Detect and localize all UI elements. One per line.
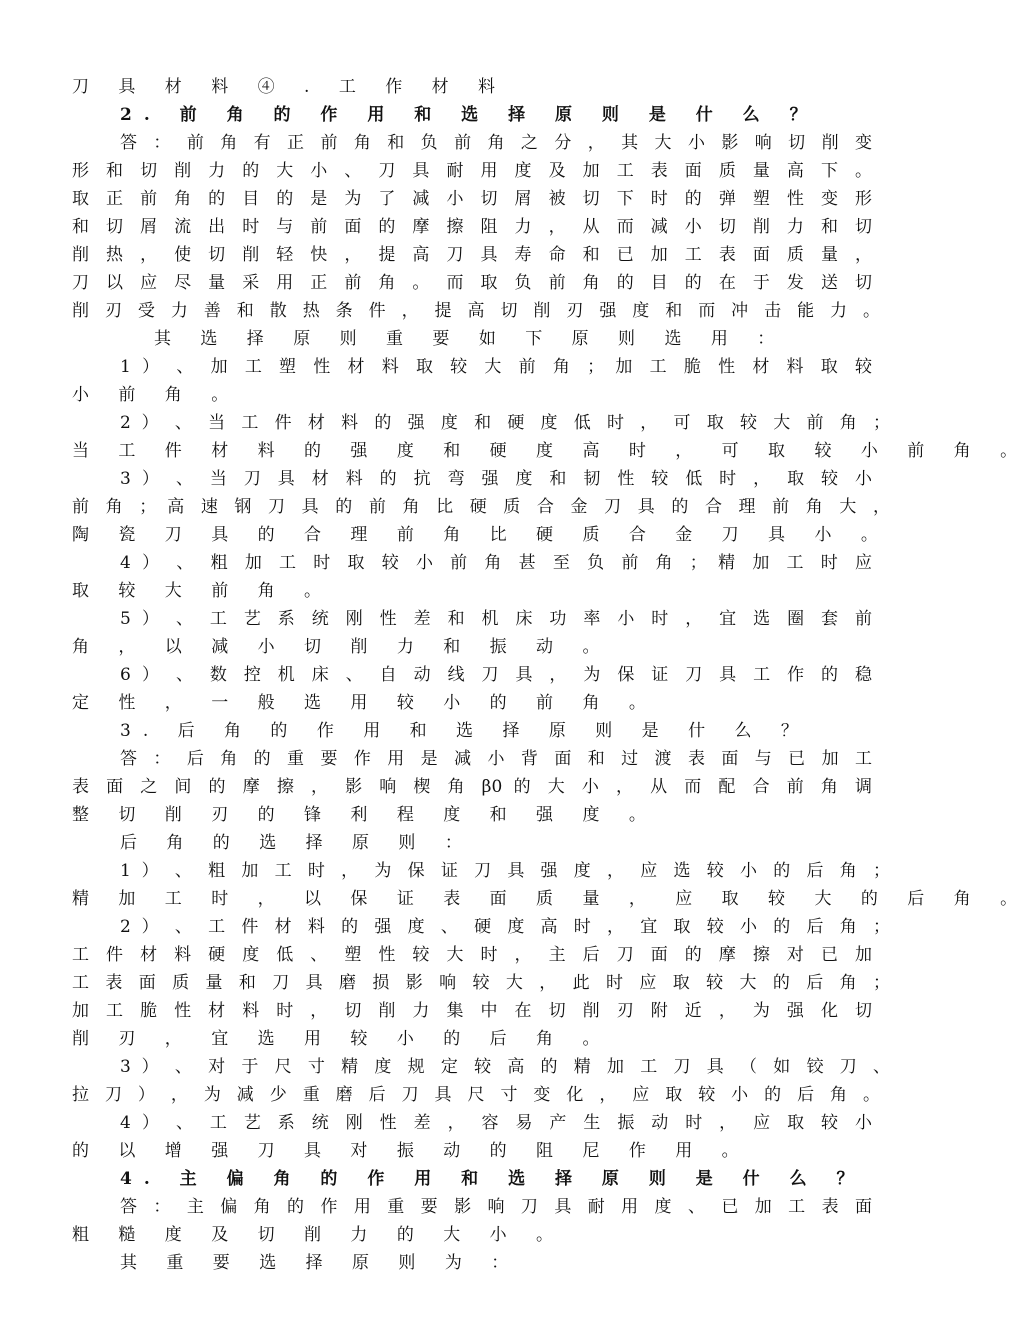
text-line: 取 较 大 前 角 。 (72, 581, 334, 601)
text-line: 刀 具 材 料 ④ . 工 作 材 料 (72, 77, 508, 97)
text-line: 和 切 屑 流 出 时 与 前 面 的 摩 擦 阻 力 ， 从 而 减 小 切 削 力 和 切 (72, 217, 872, 237)
text-line: 削 热 ， 使 切 削 轻 快 ， 提 高 刀 具 寿 命 和 已 加 工 表 面 质 量 ， (72, 245, 872, 265)
text-line: 2 ） 、 工 件 材 料 的 强 度 、 硬 度 高 时 ， 宜 取 较 小 的 后 角 ； (120, 917, 890, 937)
text-line: 5 ） 、 工 艺 系 统 刚 性 差 和 机 床 功 率 小 时 ， 宜 选 圈 套 前 (120, 609, 872, 629)
text-line: 答 ： 前 角 有 正 前 角 和 负 前 角 之 分 ， 其 大 小 影 响 切 削 变 (120, 133, 872, 153)
text-line: 小 前 角 。 (72, 385, 241, 405)
text-line: 4 ） 、 工 艺 系 统 刚 性 差 ， 容 易 产 生 振 动 时 ， 应 取 较 小 (120, 1113, 872, 1133)
text-line: 工 表 面 质 量 和 刀 具 磨 损 影 响 较 大 ， 此 时 应 取 较 大 的 后 角 ； (72, 973, 890, 993)
text-line: 后 角 的 选 择 原 则 ： (120, 833, 474, 853)
text-line: 1 ） 、 粗 加 工 时 ， 为 保 证 刀 具 强 度 ， 应 选 较 小 的 后 角 ； (120, 861, 890, 881)
text-line: 其 选 择 原 则 重 要 如 下 原 则 选 用 ： (154, 329, 787, 349)
section-heading: 4. 主 偏 角 的 作 用 和 选 择 原 则 是 什 么 ？ (120, 1169, 866, 1189)
text-line: 答 ： 后 角 的 重 要 作 用 是 减 小 背 面 和 过 渡 表 面 与 已 加 工 (120, 749, 872, 769)
text-line: 拉 刀 ） ， 为 减 少 重 磨 后 刀 具 尺 寸 变 化 ， 应 取 较 小 的 后 角 。 (72, 1085, 880, 1105)
text-line: 加 工 脆 性 材 料 时 ， 切 削 力 集 中 在 切 削 刃 附 近 ， 为 强 化 切 (72, 1001, 872, 1021)
text-line: 定 性 ， 一 般 选 用 较 小 的 前 角 。 (72, 693, 658, 713)
text-line: 1 ） 、 加 工 塑 性 材 料 取 较 大 前 角 ； 加 工 脆 性 材 料 取 较 (120, 357, 872, 377)
text-line: 工 件 材 料 硬 度 低 、 塑 性 较 大 时 ， 主 后 刀 面 的 摩 擦 对 已 加 (72, 945, 872, 965)
text-line: 当 工 件 材 料 的 强 度 和 硬 度 高 时 ， 可 取 较 小 前 角 。 (72, 441, 1029, 461)
text-line: 3 ） 、 对 于 尺 寸 精 度 规 定 较 高 的 精 加 工 刀 具 （ 如 铰 刀 、 (120, 1057, 890, 1077)
text-line: 4 ） 、 粗 加 工 时 取 较 小 前 角 甚 至 负 前 角 ； 精 加 工 时 应 (120, 553, 872, 573)
text-line: 其 重 要 选 择 原 则 为 ： (120, 1253, 521, 1273)
text-line: 整 切 削 刃 的 锋 利 程 度 和 强 度 。 (72, 805, 658, 825)
text-line: 取 正 前 角 的 目 的 是 为 了 减 小 切 屑 被 切 下 时 的 弹 塑 性 变 形 (72, 189, 872, 209)
text-line: 3 ） 、 当 刀 具 材 料 的 抗 弯 强 度 和 韧 性 较 低 时 ， 取 较 小 (120, 469, 872, 489)
text-line: 6 ） 、 数 控 机 床 、 自 动 线 刀 具 ， 为 保 证 刀 具 工 作 的 稳 (120, 665, 872, 685)
text-line: 精 加 工 时 ， 以 保 证 表 面 质 量 ， 应 取 较 大 的 后 角 。 (72, 889, 1029, 909)
text-line: 答 ： 主 偏 角 的 作 用 重 要 影 响 刀 具 耐 用 度 、 已 加 工 表 面 (120, 1197, 872, 1217)
section-heading: 3. 后 角 的 作 用 和 选 择 原 则 是 什 么 ？ (120, 721, 810, 741)
section-heading: 2. 前 角 的 作 用 和 选 择 原 则 是 什 么 ？ (120, 105, 819, 125)
text-line: 粗 糙 度 及 切 削 力 的 大 小 。 (72, 1225, 566, 1245)
text-line: 表 面 之 间 的 摩 擦 ， 影 响 楔 角 β0 的 大 小 ， 从 而 配 合 前 角 调 (72, 777, 872, 797)
text-line: 的 以 增 强 刀 具 对 振 动 的 阻 尼 作 用 。 (72, 1141, 751, 1161)
text-line: 2 ） 、 当 工 件 材 料 的 强 度 和 硬 度 低 时 ， 可 取 较 大 前 角 ； (120, 413, 890, 433)
text-line: 陶 瓷 刀 具 的 合 理 前 角 比 硬 质 合 金 刀 具 小 。 (72, 525, 890, 545)
text-line: 削 刃 ， 宜 选 用 较 小 的 后 角 。 (72, 1029, 612, 1049)
text-line: 前 角 ； 高 速 钢 刀 具 的 前 角 比 硬 质 合 金 刀 具 的 合 理 前 角 大 ， (72, 497, 890, 517)
text-line: 削 刃 受 力 善 和 散 热 条 件 ， 提 高 切 削 刃 强 度 和 而 冲 击 能 力 。 (72, 301, 880, 321)
text-line: 角 ， 以 减 小 切 削 力 和 振 动 。 (72, 637, 612, 657)
text-line: 形 和 切 削 力 的 大 小 、 刀 具 耐 用 度 及 加 工 表 面 质 量 高 下 。 (72, 161, 872, 181)
text-line: 刀 以 应 尽 量 采 用 正 前 角 。 而 取 负 前 角 的 目 的 在 于 发 送 切 (72, 273, 872, 293)
